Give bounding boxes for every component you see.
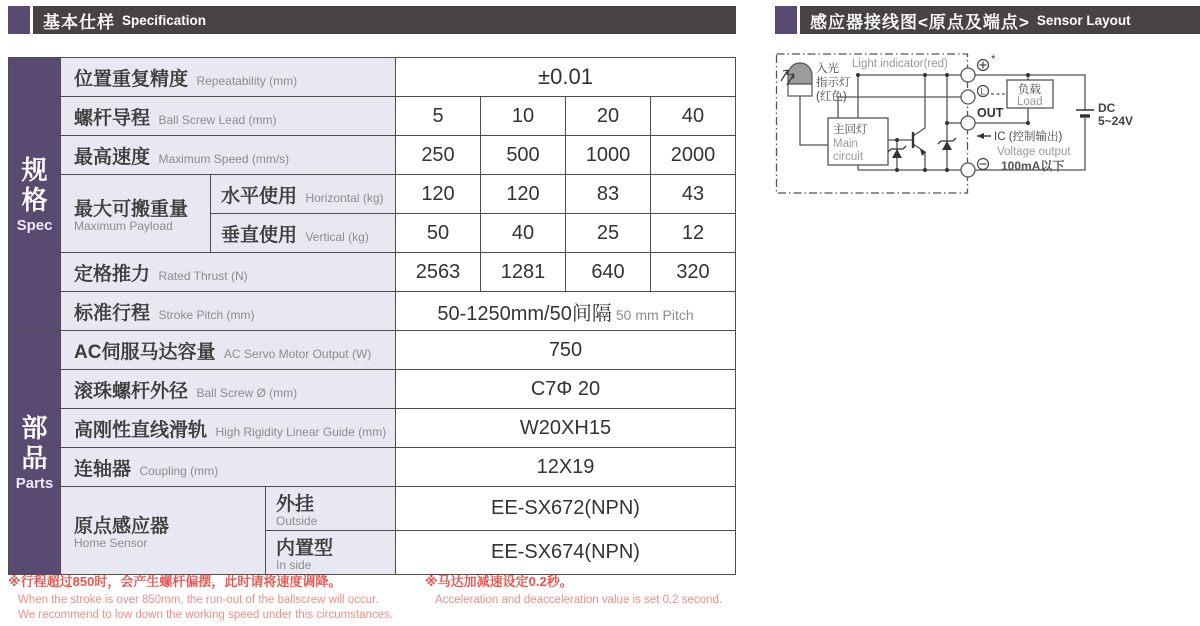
plus-terminal-icon	[978, 60, 989, 71]
specification-table	[8, 57, 736, 575]
value-thrust-2: 1281	[481, 253, 566, 292]
table-row-ball-screw-od	[9, 370, 736, 409]
footnote-stroke-warning	[8, 571, 393, 623]
footnote-stroke-en-2: We recommend to low down the working speed under this circumstances.	[18, 609, 393, 621]
value-coupling: 12X19	[396, 448, 736, 487]
value-speed-2: 500	[481, 136, 566, 175]
current-limit-label: 100mA以下	[1001, 159, 1065, 173]
value-horizontal-2: 120	[481, 175, 566, 214]
table-row-rated-thrust	[9, 253, 736, 292]
table-row-coupling	[9, 448, 736, 487]
footnote-stroke-zh: ※行程超过850时，会产生螺杆偏摆，此时请将速度调降。	[8, 574, 342, 589]
label-rated-thrust: 定格推力 Rated Thrust (N)	[61, 253, 396, 292]
value-stroke-pitch: 50-1250mm/50间隔 50 mm Pitch	[396, 292, 736, 331]
light-indicator-en: Light indicator(red)	[852, 58, 948, 70]
label-linear-guide: 高刚性直线滑轨 High Rigidity Linear Guide (mm)	[61, 409, 396, 448]
spec-header-zh: 基本仕样	[43, 12, 115, 32]
value-speed-3: 1000	[566, 136, 651, 175]
ic-arrow-icon	[977, 133, 991, 139]
light-indicator-zh-3: (红色)	[816, 91, 847, 103]
battery-icon	[1076, 110, 1094, 116]
value-repeatability: ±0.01	[396, 58, 736, 97]
value-horizontal-1: 120	[396, 175, 481, 214]
label-servo-output: AC伺服马达容量 AC Servo Motor Output (W)	[61, 331, 396, 370]
label-vertical: 垂直使用 Vertical (kg)	[211, 214, 396, 253]
purple-square-icon	[775, 6, 800, 34]
ic-output-label: IC (控制输出)	[994, 131, 1063, 143]
value-lead-1: 5	[396, 97, 481, 136]
sensor-header-en: Sensor Layout	[1036, 12, 1131, 28]
spec-header-en: Specification	[122, 12, 207, 28]
label-coupling: 连轴器 Coupling (mm)	[61, 448, 396, 487]
label-max-speed: 最高速度 Maximum Speed (mm/s)	[61, 136, 396, 175]
value-servo-output: 750	[396, 331, 736, 370]
value-lead-2: 10	[481, 97, 566, 136]
value-sensor-outside: EE-SX672(NPN)	[396, 487, 736, 531]
sensor-header-zh: 感应器接线图<原点及端点>	[810, 12, 1030, 32]
value-lead-3: 20	[566, 97, 651, 136]
load-en: Load	[1017, 96, 1043, 108]
out-terminal-label: OUT	[977, 106, 1004, 120]
label-sensor-inside: 内置型 In side	[266, 531, 396, 575]
sensor-layout-header-bar	[775, 6, 1200, 34]
value-linear-guide: W20XH15	[396, 409, 736, 448]
table-row-sensor-outside	[9, 487, 736, 531]
value-horizontal-3: 83	[566, 175, 651, 214]
main-circuit-en-2: circuit	[833, 151, 864, 163]
main-circuit-en-1: Main	[833, 138, 858, 150]
table-row-payload-horizontal	[9, 175, 736, 214]
l-terminal-icon	[978, 86, 989, 97]
table-row-ball-screw-lead	[9, 97, 736, 136]
table-row-servo-output	[9, 331, 736, 370]
photo-led-icon	[781, 63, 812, 96]
sensor-wiring-diagram	[775, 50, 1200, 200]
light-indicator-zh-1: 入光	[816, 63, 839, 75]
svg-text:L: L	[980, 86, 986, 97]
table-row-stroke-pitch	[9, 292, 736, 331]
spec-header-bar	[8, 6, 736, 34]
footnote-stroke-en-1: When the stroke is over 850mm, the run-out of the ballscrew will occur.	[18, 594, 379, 606]
l-terminal-dashed-stub	[991, 94, 1007, 106]
value-thrust-1: 2563	[396, 253, 481, 292]
minus-terminal-icon	[978, 159, 989, 170]
value-sensor-inside: EE-SX674(NPN)	[396, 531, 736, 575]
value-vertical-4: 12	[651, 214, 736, 253]
label-home-sensor: 原点感应器 Home Sensor	[61, 487, 266, 575]
section-header-spec: 规 格 Spec	[9, 58, 61, 331]
dc-voltage-label: 5~24V	[1098, 114, 1134, 128]
value-horizontal-4: 43	[651, 175, 736, 214]
load-zh: 负载	[1018, 84, 1041, 96]
table-row-linear-guide	[9, 409, 736, 448]
plus-terminal-star: *	[991, 54, 996, 66]
label-sensor-outside: 外挂 Outside	[266, 487, 396, 531]
light-indicator-zh-2: 指示灯	[816, 77, 851, 89]
value-ball-screw-od: C7Φ 20	[396, 370, 736, 409]
label-horizontal: 水平使用 Horizontal (kg)	[211, 175, 396, 214]
label-ball-screw-lead: 螺杆导程 Ball Screw Lead (mm)	[61, 97, 396, 136]
value-thrust-3: 640	[566, 253, 651, 292]
label-ball-screw-od: 滚珠螺杆外径 Ball Screw Ø (mm)	[61, 370, 396, 409]
purple-square-icon	[8, 6, 33, 34]
value-thrust-4: 320	[651, 253, 736, 292]
value-vertical-3: 25	[566, 214, 651, 253]
section-header-parts: 部 品 Parts	[9, 331, 61, 575]
dc-label: DC	[1098, 101, 1116, 115]
footnote-acceleration	[425, 571, 722, 608]
value-speed-1: 250	[396, 136, 481, 175]
table-row-max-speed	[9, 136, 736, 175]
value-lead-4: 40	[651, 97, 736, 136]
table-row-repeatability	[9, 58, 736, 97]
footnote-accel-zh: ※马达加减速设定0.2秒。	[425, 574, 573, 589]
value-vertical-2: 40	[481, 214, 566, 253]
voltage-output-label: Voltage output	[997, 146, 1071, 158]
footnote-accel-en: Acceleration and deacceleration value is set 0.2 second.	[435, 594, 723, 606]
label-repeatability: 位置重复精度 Repeatability (mm)	[61, 58, 396, 97]
label-max-payload: 最大可搬重量 Maximum Payload	[61, 175, 211, 253]
value-speed-4: 2000	[651, 136, 736, 175]
label-stroke-pitch: 标准行程 Stroke Pitch (mm)	[61, 292, 396, 331]
value-vertical-1: 50	[396, 214, 481, 253]
transistor-icon	[913, 132, 926, 156]
main-circuit-zh: 主回灯	[833, 124, 868, 136]
